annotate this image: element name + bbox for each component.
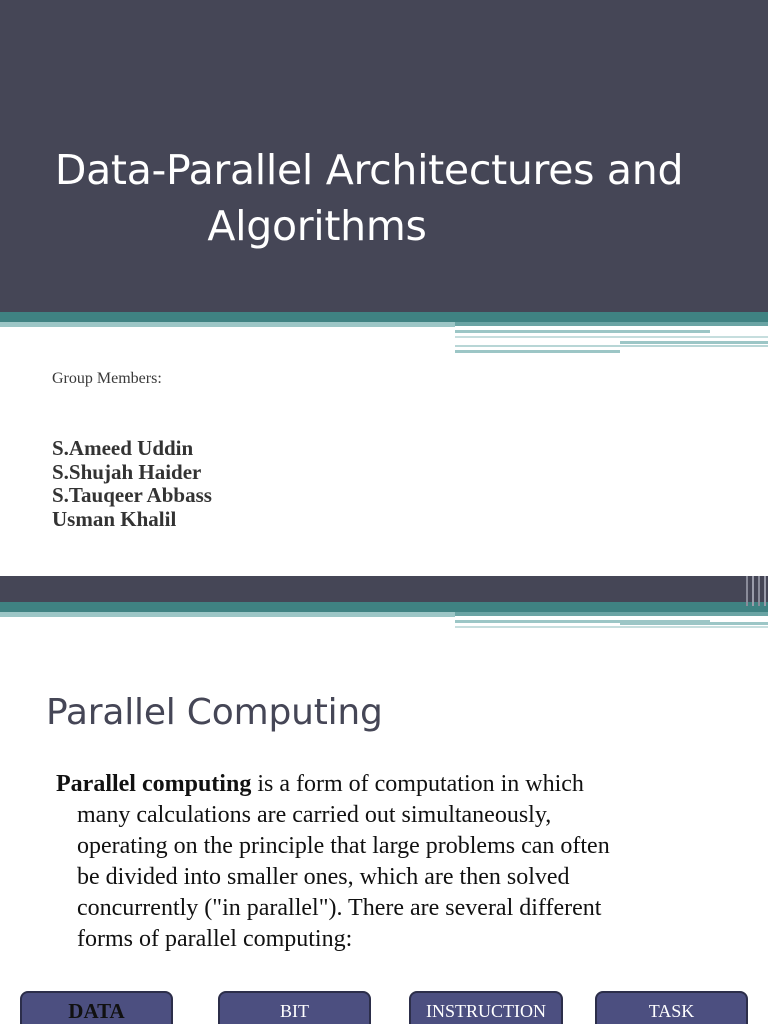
body-line: be divided into smaller ones, which are then solved: [77, 864, 570, 890]
members-list: [52, 437, 212, 531]
slide-band: [0, 576, 768, 602]
task-button[interactable]: TASK: [595, 991, 748, 1024]
body-line: concurrently ("in parallel"). There are several different: [77, 895, 602, 921]
title-line-1: Data-Parallel Architectures and: [54, 146, 684, 194]
member-name: S.Tauqeer Abbass: [52, 483, 212, 507]
title-line-2: Algorithms: [207, 202, 427, 250]
parallel-computing-slide: [0, 576, 768, 1024]
instruction-button[interactable]: INSTRUCTION: [409, 991, 563, 1024]
slide-title: [0, 142, 738, 254]
group-members-label: Group Members:: [52, 370, 162, 387]
body-paragraph: [56, 769, 736, 955]
member-name: Usman Khalil: [52, 506, 177, 531]
slide-heading: Parallel Computing: [46, 692, 383, 733]
body-line: is a form of computation in which: [251, 771, 584, 797]
bit-button[interactable]: BIT: [218, 991, 371, 1024]
body-line: forms of parallel computing:: [77, 926, 353, 952]
term-bold: Parallel computing: [56, 771, 252, 797]
body-line: many calculations are carried out simultaneously,: [77, 802, 552, 828]
member-name: S.Ameed Uddin: [52, 436, 194, 460]
body-line: operating on the principle that large problems can often: [77, 833, 610, 859]
member-name: S.Shujah Haider: [52, 459, 202, 484]
data-button[interactable]: DATA: [20, 991, 173, 1024]
